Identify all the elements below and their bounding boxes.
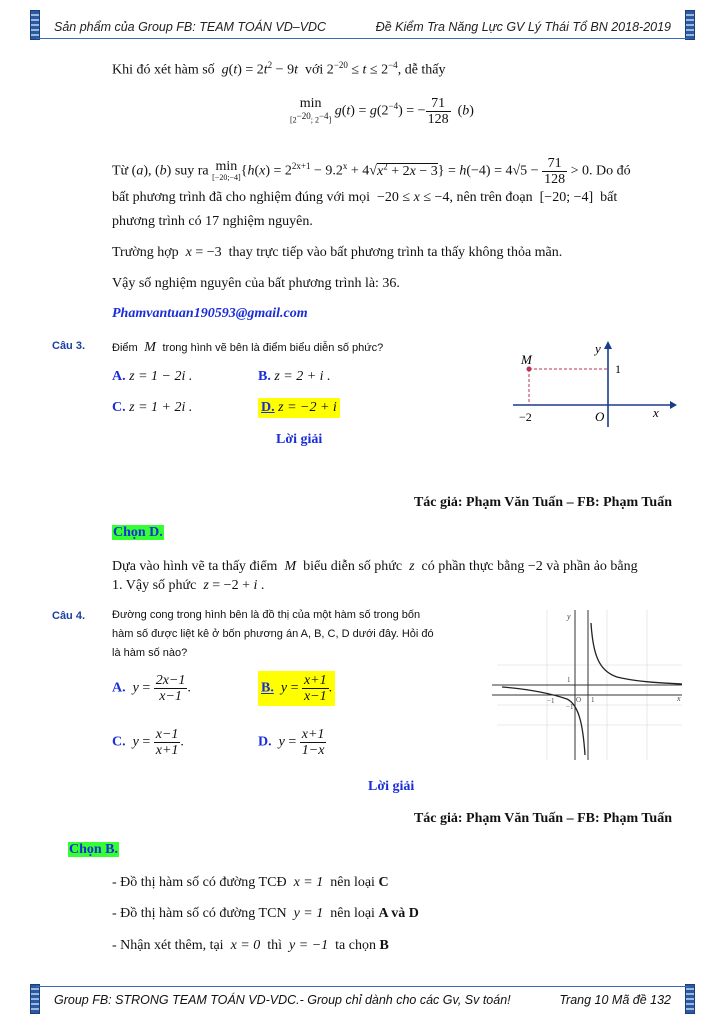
q4-choice [68, 840, 119, 860]
text: nên loại [330, 906, 375, 921]
x-axis-arrow [670, 401, 677, 409]
label-m: M [521, 352, 532, 367]
text: Từ [112, 163, 129, 179]
option-key: C. [112, 400, 126, 415]
option-key: D. [258, 734, 272, 750]
body-line-4: bất phương trình đã cho nghiệm đúng với mọi −20 ≤ x ≤ −4, nên trên đoạn [−20; −4] bất [112, 190, 618, 205]
text: - Nhận xét thêm, tại [112, 938, 224, 953]
text-bold: C [378, 875, 389, 890]
question-4-label: Câu 4. [52, 610, 86, 622]
text: bất [600, 190, 618, 205]
q4-function-graph [487, 605, 687, 765]
numerator: 2x−1 [155, 673, 186, 688]
text: , dễ thấy [397, 62, 446, 78]
text: - Đồ thị hàm số có đường TCN [112, 906, 287, 921]
q3-choice [112, 523, 164, 543]
q3-solution-title: Lời giải [276, 432, 323, 447]
header-right-text: Đề Kiểm Tra Năng Lực GV Lý Thái Tổ BN 2018-2019 [375, 20, 671, 34]
text-bold: B [379, 938, 389, 953]
text: thì [267, 938, 283, 953]
numerator: x+1 [303, 673, 327, 688]
option-expr: z = 1 + 2i . [129, 400, 193, 415]
text: biểu diễn số phức [303, 559, 403, 574]
text: Điểm [112, 342, 138, 354]
tick-origin: O [576, 696, 582, 704]
q4-option-d[interactable]: D. y = $\frac{x+1}{1-x}$ [258, 727, 325, 758]
page-footer [36, 986, 689, 1013]
label-y: y [595, 341, 601, 356]
option-key: A. [112, 680, 126, 696]
q3-option-c[interactable] [112, 398, 192, 418]
point-m [527, 367, 532, 372]
numerator: x−1 [155, 727, 179, 742]
text: . Do đó [588, 163, 631, 179]
denominator: x−1 [159, 689, 182, 704]
question-4-text-1: Đường cong trong hình bên là đồ thị của một hàm số trong bốn [112, 609, 421, 621]
text: - Đồ thị hàm số có đường TCĐ [112, 875, 287, 890]
q4-option-a[interactable]: A. y = $\frac{2x-1}{x-1}$ . [112, 673, 191, 704]
text: 1. Vậy số phức [112, 578, 197, 593]
q4-solution-title: Lời giải [368, 779, 415, 794]
q3-option-a[interactable] [112, 367, 192, 387]
text-bold: A và D [378, 906, 419, 921]
q3-explain-line-1: Dựa vào hình vẽ ta thấy điểm M biểu diễn số phức z có phần thực bằng −2 và phần ảo bằng [112, 559, 638, 574]
text: Khi đó xét hàm số [112, 62, 215, 78]
formula-min-g: min [$2^{-20}$; $2^{-4}$] $g(t) = g(2^{-4})$ = − $\frac{71}{128}$ (b) [290, 96, 474, 127]
q4-option-c[interactable]: C. y = $\frac{x-1}{x+1}$ . [112, 727, 184, 758]
q4-bullet-1 [112, 873, 389, 893]
q3-option-d[interactable] [258, 398, 340, 418]
question-3-label: Câu 3. [52, 340, 86, 352]
q3-complex-plane-graph [505, 335, 685, 430]
text: Trường hợp [112, 245, 179, 260]
option-expr: z = 1 − 2i . [129, 369, 193, 384]
math: y = 1 [293, 906, 324, 921]
q3-author: Tác giả: Phạm Văn Tuấn – FB: Phạm Tuấn [413, 495, 672, 510]
denominator: x+1 [155, 743, 179, 758]
text: thay trực tiếp vào bất phương trình ta thấy không thỏa mãn. [228, 245, 563, 260]
label-o: O [595, 409, 605, 424]
text: có phần thực bằng −2 và phần ảo bằng [421, 559, 638, 574]
label-one: 1 [615, 362, 621, 376]
option-key: A. [112, 369, 126, 384]
body-line-3: Từ (a), (b) suy ra min [−20;−4] $\{h(x) = 2^{2x+1} - 9.2^x + 4√x^2 + 2x - 3\} = h(-4) = 4√5$ − $\frac{71}{128}$ > 0. Do đó [112, 156, 631, 187]
question-4-text-2: hàm số được liệt kê ở bốn phương án A, B, C, D dưới đây. Hỏi đó [112, 628, 434, 640]
label-minus2: −2 [519, 410, 532, 424]
math: y = −1 [289, 938, 329, 953]
tick-1-y: 1 [567, 676, 571, 684]
q4-option-b[interactable]: B. y = $\frac{x+1}{x-1}$ . [258, 671, 335, 706]
author-email: Phamvantuan190593@gmail.com [112, 306, 308, 321]
option-key: D. [261, 400, 275, 415]
tick-minus1-y: −1 [566, 703, 574, 711]
text: suy ra [174, 163, 209, 179]
option-key: C. [112, 734, 126, 750]
math: x = 0 [230, 938, 261, 953]
math: x = 1 [293, 875, 324, 890]
y-axis-arrow [604, 341, 612, 349]
choice-label: Chọn D. [113, 525, 163, 540]
choice-label: Chọn B. [69, 842, 119, 857]
q4-bullet-3 [112, 936, 389, 956]
question-3-text: Điểm M trong hình vẽ bên là điểm biểu diễn số phức? [112, 340, 384, 355]
page-header [36, 12, 689, 39]
footer-right-text: Trang 10 Mã đề 132 [559, 993, 671, 1007]
y-label: y [567, 612, 571, 621]
q4-bullet-2 [112, 904, 419, 924]
header-left-text: Sản phẩm của Group FB: TEAM TOÁN VD–VDC [54, 20, 327, 34]
x-label: x [677, 694, 681, 703]
option-key: B. [261, 680, 274, 696]
tick-1-x: 1 [591, 696, 595, 704]
body-line-5: phương trình có 17 nghiệm nguyên. [112, 214, 313, 229]
label-x: x [653, 405, 659, 420]
text: trong hình vẽ bên là điểm biểu diễn số phức? [162, 342, 384, 354]
body-line-1: Khi đó xét hàm số $g(t) = 2t^2 - 9t$ với $2^{-20} \le t \le 2^{-4}$, dễ thấy [112, 60, 446, 78]
q4-author: Tác giả: Phạm Văn Tuấn – FB: Phạm Tuấn [413, 811, 672, 826]
numerator: x+1 [301, 727, 325, 742]
text: nên loại [330, 875, 375, 890]
option-expr: z = −2 + i [278, 400, 337, 415]
body-line-7: Vậy số nghiệm nguyên của bất phương trình là: 36. [112, 276, 400, 291]
option-key: B. [258, 369, 271, 384]
text: Dựa vào hình vẽ ta thấy điểm [112, 559, 278, 574]
q3-option-b[interactable] [258, 367, 331, 387]
body-line-6: Trường hợp x = −3 thay trực tiếp vào bất phương trình ta thấy không thỏa mãn. [112, 245, 563, 260]
question-4-text-3: là hàm số nào? [112, 647, 188, 659]
q3-explain-line-2: 1. Vậy số phức z = −2 + i . [112, 578, 265, 593]
footer-left-text: Group FB: STRONG TEAM TOÁN VD-VDC.- Group chỉ dành cho các Gv, Sv toán! [54, 993, 511, 1007]
text: , nên trên đoạn [449, 190, 533, 205]
option-expr: z = 2 + i . [274, 369, 331, 384]
curve-right-branch [591, 623, 682, 684]
curve-left-branch [502, 687, 585, 755]
text: ta chọn [335, 938, 376, 953]
denominator: 1−x [301, 743, 325, 758]
denominator: x−1 [303, 689, 327, 704]
tick-minus1-x: −1 [547, 697, 555, 705]
text: bất phương trình đã cho nghiệm đúng với mọi [112, 190, 371, 205]
